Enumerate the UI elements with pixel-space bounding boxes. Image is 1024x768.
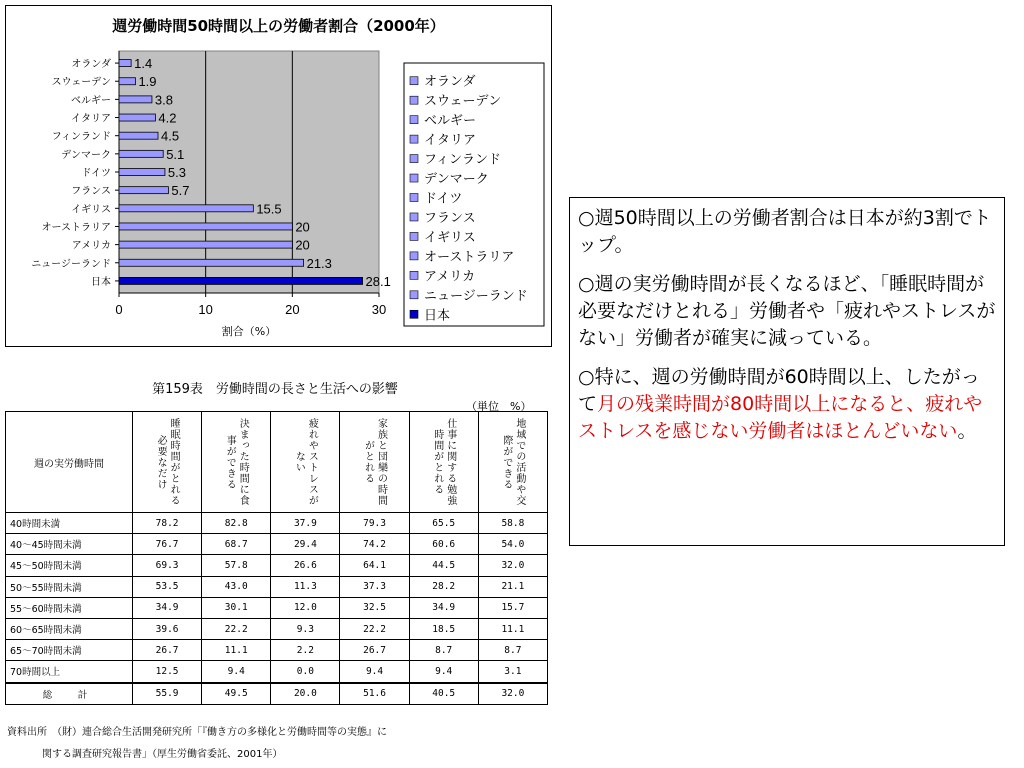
table-cell: 11.1 bbox=[202, 640, 271, 661]
table-cell: 34.9 bbox=[133, 597, 202, 618]
row-label: 総 計 bbox=[6, 683, 133, 705]
table-body bbox=[6, 513, 548, 705]
table-cell: 64.1 bbox=[340, 555, 409, 576]
data-label: 5.3 bbox=[167, 165, 187, 180]
legend-label: イギリス bbox=[424, 230, 476, 246]
legend-swatch bbox=[410, 252, 418, 260]
legend-label: ベルギー bbox=[424, 113, 477, 129]
table-cell: 76.7 bbox=[133, 534, 202, 555]
table-cell: 32.0 bbox=[478, 555, 547, 576]
table-cell: 69.3 bbox=[133, 555, 202, 576]
x-tick-label: 30 bbox=[371, 302, 387, 317]
table-cell: 37.9 bbox=[271, 513, 340, 534]
legend-swatch bbox=[410, 271, 418, 279]
table-row bbox=[6, 640, 548, 661]
table-cell: 34.9 bbox=[409, 597, 478, 618]
category-label: ニュージーランド bbox=[31, 258, 111, 270]
row-label: 40時間未満 bbox=[6, 513, 133, 534]
category-label: デンマーク bbox=[61, 149, 111, 161]
survey-table bbox=[5, 411, 548, 705]
x-tick-label: 20 bbox=[285, 302, 300, 317]
category-label: フランス bbox=[71, 186, 111, 198]
bar bbox=[119, 114, 155, 121]
category-label: ベルギー bbox=[71, 95, 111, 107]
bar bbox=[119, 277, 363, 284]
legend-swatch bbox=[410, 155, 418, 163]
x-tick-label: 0 bbox=[115, 302, 123, 317]
bar bbox=[119, 259, 304, 266]
chart-panel bbox=[5, 5, 552, 347]
table-cell: 30.1 bbox=[202, 597, 271, 618]
table-cell: 26.7 bbox=[340, 640, 409, 661]
row-label: 60～65時間未満 bbox=[6, 618, 133, 639]
x-axis-title: 割合（%） bbox=[221, 325, 277, 338]
row-label: 70時間以上 bbox=[6, 661, 133, 683]
column-header-label: 睡眠時間がとれる必要なだけ bbox=[155, 418, 180, 506]
column-header bbox=[478, 412, 547, 513]
chart-title: 週労働時間50時間以上の労働者割合（2000年） bbox=[112, 17, 445, 35]
table-cell: 26.7 bbox=[133, 640, 202, 661]
column-header bbox=[409, 412, 478, 513]
table-cell: 58.8 bbox=[478, 513, 547, 534]
table-cell: 53.5 bbox=[133, 576, 202, 597]
data-label: 5.1 bbox=[166, 146, 185, 162]
legend-label: ドイツ bbox=[424, 191, 463, 207]
table-row bbox=[6, 513, 548, 534]
table-cell: 43.0 bbox=[202, 576, 271, 597]
summary-point-3-end: 。 bbox=[957, 420, 977, 442]
category-label: アメリカ bbox=[71, 240, 111, 252]
category-label: オーストラリア bbox=[41, 222, 111, 234]
source-note-line-1: 資料出所 （財）連合総合生活開発研究所「『働き方の多様化と労働時間等の実態』に bbox=[7, 727, 387, 738]
table-cell: 11.1 bbox=[478, 618, 547, 639]
column-header-label: 決まった時間に食事ができる bbox=[224, 418, 249, 506]
bar bbox=[119, 60, 131, 67]
table-cell: 51.6 bbox=[340, 683, 409, 705]
legend-label: イタリア bbox=[424, 133, 477, 149]
table-row bbox=[6, 555, 548, 576]
table-cell: 22.2 bbox=[340, 618, 409, 639]
legend-label: フランス bbox=[424, 210, 476, 226]
table-cell: 3.1 bbox=[478, 661, 547, 683]
row-label: 50～55時間未満 bbox=[6, 576, 133, 597]
category-label: フィンランド bbox=[51, 131, 111, 143]
legend-label: オランダ bbox=[424, 74, 476, 90]
legend-swatch bbox=[410, 174, 418, 182]
bar bbox=[119, 187, 168, 194]
legend-label: フィンランド bbox=[424, 152, 501, 168]
table-row bbox=[6, 661, 548, 683]
row-label: 65～70時間未満 bbox=[6, 640, 133, 661]
table-cell: 11.3 bbox=[271, 576, 340, 597]
row-label: 55～60時間未満 bbox=[6, 597, 133, 618]
table-cell: 9.3 bbox=[271, 618, 340, 639]
legend-label: デンマーク bbox=[424, 172, 489, 188]
table-cell: 22.2 bbox=[202, 618, 271, 639]
data-label: 3.8 bbox=[154, 92, 174, 108]
legend-swatch bbox=[410, 291, 418, 299]
unit-label: （単位 %） bbox=[466, 400, 532, 413]
table-cell: 78.2 bbox=[133, 513, 202, 534]
table-cell: 12.5 bbox=[133, 661, 202, 683]
data-label: 28.1 bbox=[365, 273, 391, 289]
table-cell: 29.4 bbox=[271, 534, 340, 555]
table-cell: 12.0 bbox=[271, 597, 340, 618]
data-label: 4.2 bbox=[158, 110, 177, 126]
table-cell: 68.7 bbox=[202, 534, 271, 555]
bar-chart bbox=[6, 6, 551, 346]
bar bbox=[119, 132, 158, 139]
data-label: 1.9 bbox=[138, 74, 157, 90]
column-header-label: 家族と団欒の時間がとれる bbox=[362, 418, 387, 506]
bar bbox=[119, 169, 165, 176]
legend-swatch bbox=[410, 116, 418, 124]
bar bbox=[119, 205, 253, 212]
column-header-label: 仕事に関する勉強時間がとれる bbox=[431, 418, 456, 506]
summary-highlight-text: 月の残業時間が80時間以上になると、疲れやストレスを感じない労働者はほとんどいない bbox=[578, 393, 983, 442]
table-cell: 9.4 bbox=[340, 661, 409, 683]
legend-label: 日本 bbox=[424, 308, 451, 324]
data-label: 1.4 bbox=[134, 56, 153, 72]
table-cell: 26.6 bbox=[271, 555, 340, 576]
legend-swatch bbox=[410, 77, 418, 85]
legend-swatch bbox=[410, 135, 418, 143]
column-header bbox=[202, 412, 271, 513]
table-cell: 44.5 bbox=[409, 555, 478, 576]
data-label: 21.3 bbox=[306, 255, 332, 271]
table-cell: 60.6 bbox=[409, 534, 478, 555]
row-header: 週の実労働時間 bbox=[6, 412, 133, 513]
table-cell: 28.2 bbox=[409, 576, 478, 597]
legend-swatch bbox=[410, 194, 418, 202]
table-cell: 0.0 bbox=[271, 661, 340, 683]
legend-label: ニュージーランド bbox=[424, 288, 528, 304]
bar bbox=[119, 150, 163, 157]
table-row bbox=[6, 597, 548, 618]
table-header-row bbox=[6, 412, 548, 513]
table-cell: 21.1 bbox=[478, 576, 547, 597]
bar bbox=[119, 96, 152, 103]
legend-label: スウェーデン bbox=[424, 94, 502, 110]
table-cell: 49.5 bbox=[202, 683, 271, 705]
column-header bbox=[340, 412, 409, 513]
column-header-label: 疲れやストレスがない bbox=[293, 418, 318, 506]
table-cell: 32.0 bbox=[478, 683, 547, 705]
x-tick-label: 10 bbox=[198, 302, 213, 317]
table-row bbox=[6, 683, 548, 705]
row-label: 40～45時間未満 bbox=[6, 534, 133, 555]
category-label: イギリス bbox=[71, 204, 111, 216]
table-cell: 18.5 bbox=[409, 618, 478, 639]
source-note-line-2: 関する調査研究報告書」（厚生労働省委託、2001年） bbox=[42, 749, 283, 760]
category-label: オランダ bbox=[71, 59, 111, 71]
table-cell: 74.2 bbox=[340, 534, 409, 555]
table-cell: 82.8 bbox=[202, 513, 271, 534]
table-cell: 57.8 bbox=[202, 555, 271, 576]
table-cell: 39.6 bbox=[133, 618, 202, 639]
summary-point-3-text: ○特に、週の労働時間が60時間以上、したがって bbox=[578, 366, 980, 415]
table-row bbox=[6, 576, 548, 597]
legend-swatch bbox=[410, 232, 418, 240]
table-cell: 55.9 bbox=[133, 683, 202, 705]
bar bbox=[119, 223, 292, 230]
row-label: 45～50時間未満 bbox=[6, 555, 133, 576]
category-label: ドイツ bbox=[81, 168, 111, 179]
table-cell: 54.0 bbox=[478, 534, 547, 555]
table-cell: 15.7 bbox=[478, 597, 547, 618]
category-label: イタリア bbox=[71, 113, 111, 125]
column-header bbox=[271, 412, 340, 513]
column-header-label: 地域での活動や交際ができる bbox=[500, 418, 525, 506]
table-cell: 32.5 bbox=[340, 597, 409, 618]
table-cell: 9.4 bbox=[202, 661, 271, 683]
data-label: 15.5 bbox=[256, 201, 282, 217]
table-cell: 79.3 bbox=[340, 513, 409, 534]
table-cell: 65.5 bbox=[409, 513, 478, 534]
data-label: 4.5 bbox=[161, 128, 180, 144]
data-label: 20 bbox=[295, 219, 310, 235]
data-label: 20 bbox=[295, 237, 310, 253]
category-label: 日本 bbox=[91, 276, 111, 288]
data-label: 5.7 bbox=[171, 183, 190, 199]
category-label: スウェーデン bbox=[51, 77, 111, 89]
summary-text-box bbox=[569, 197, 1005, 546]
table-cell: 8.7 bbox=[409, 640, 478, 661]
table-cell: 9.4 bbox=[409, 661, 478, 683]
table-cell: 37.3 bbox=[340, 576, 409, 597]
bar bbox=[119, 241, 292, 248]
table-cell: 20.0 bbox=[271, 683, 340, 705]
legend-swatch bbox=[410, 310, 418, 318]
table-row bbox=[6, 618, 548, 639]
table-cell: 8.7 bbox=[478, 640, 547, 661]
legend-label: オーストラリア bbox=[424, 249, 515, 265]
summary-point-3 bbox=[578, 364, 996, 445]
summary-point-1: ○週50時間以上の労働者割合は日本が約3割でトップ。 bbox=[578, 207, 992, 256]
legend-label: アメリカ bbox=[424, 269, 476, 285]
column-header bbox=[133, 412, 202, 513]
table-container bbox=[5, 411, 548, 705]
summary-point-2: ○週の実労働時間が長くなるほど、「睡眠時間が必要なだけとれる」労働者や「疲れやストレスがない」労働者が確実に減っている。 bbox=[578, 273, 996, 349]
table-row bbox=[6, 534, 548, 555]
legend-swatch bbox=[410, 96, 418, 104]
bar bbox=[119, 78, 135, 85]
table-title: 第159表 労働時間の長さと生活への影響 bbox=[152, 382, 398, 397]
table-cell: 40.5 bbox=[409, 683, 478, 705]
legend-swatch bbox=[410, 213, 418, 221]
table-cell: 2.2 bbox=[271, 640, 340, 661]
